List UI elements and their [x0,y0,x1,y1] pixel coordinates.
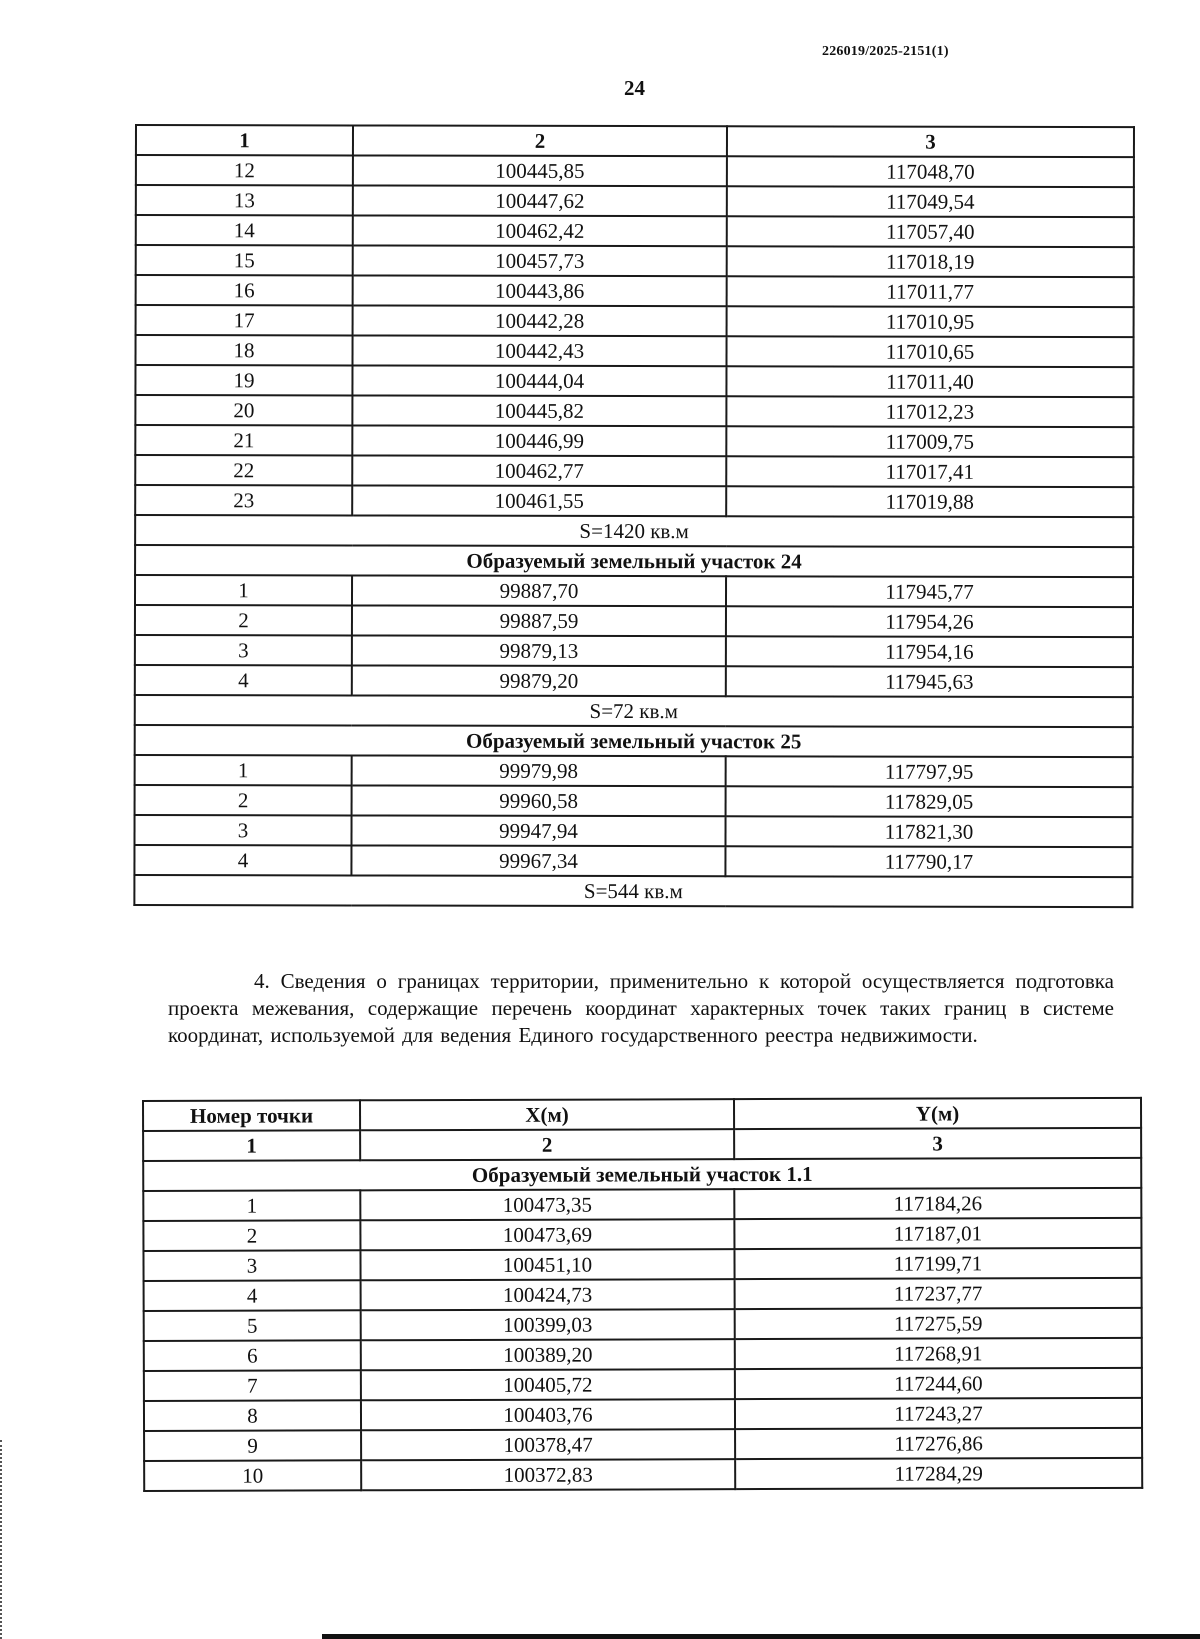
table-row [144,1278,1142,1311]
column-number-cell: 3 [734,1128,1141,1159]
point-number-cell: 4 [144,1280,361,1311]
point-number-cell: 15 [136,245,353,275]
y-coordinate-cell: 117275,59 [735,1308,1142,1339]
x-coordinate-cell: 100403,76 [361,1399,735,1430]
x-coordinate-cell: 99967,34 [351,845,725,876]
area-value: S=72 кв.м [135,695,1133,727]
y-coordinate-cell: 117199,71 [734,1248,1141,1279]
table-row [144,1368,1142,1401]
table-row [144,1338,1142,1371]
area-row [134,875,1132,907]
table-header-row [136,125,1134,157]
x-coordinate-cell: 100461,55 [352,485,726,516]
header-cell: Y(м) [734,1098,1141,1129]
x-coordinate-cell: 100405,72 [361,1369,735,1400]
y-coordinate-cell: 117017,41 [726,456,1133,487]
y-coordinate-cell: 117797,95 [726,756,1133,787]
point-number-cell: 7 [144,1370,361,1401]
table-row [144,1398,1142,1431]
y-coordinate-cell: 117019,88 [726,486,1133,517]
section-title-row [135,545,1133,577]
y-coordinate-cell: 117011,40 [726,366,1133,397]
point-number-cell: 4 [134,845,351,875]
y-coordinate-cell: 117244,60 [735,1368,1142,1399]
point-number-cell: 23 [135,485,352,515]
point-number-cell: 2 [135,785,352,815]
header-cell: 2 [353,125,727,156]
table-row [136,215,1134,247]
point-number-cell: 10 [144,1460,361,1491]
y-coordinate-cell: 117012,23 [726,396,1133,427]
x-coordinate-cell: 99947,94 [351,815,725,846]
section-title: Образуемый земельный участок 25 [135,725,1133,757]
area-row [135,695,1133,727]
column-number-cell: 2 [360,1129,734,1160]
y-coordinate-cell: 117276,86 [735,1428,1142,1459]
table-row [135,605,1133,637]
coordinates-table-2 [142,1097,1143,1492]
point-number-cell: 1 [135,575,352,605]
x-coordinate-cell: 100447,62 [353,185,727,216]
section-title-row [143,1158,1141,1191]
table-row [135,755,1133,787]
table-row [135,365,1133,397]
x-coordinate-cell: 100445,85 [353,155,727,186]
point-number-cell: 4 [135,665,352,695]
point-number-cell: 20 [135,395,352,425]
y-coordinate-cell: 117954,16 [726,636,1133,667]
table-row [136,185,1134,217]
point-number-cell: 5 [144,1310,361,1341]
point-number-cell: 2 [143,1220,360,1251]
y-coordinate-cell: 117184,26 [734,1188,1141,1219]
table-row [135,575,1133,607]
table-header-row [143,1098,1141,1131]
point-number-cell: 3 [135,635,352,665]
y-coordinate-cell: 117790,17 [725,846,1132,877]
point-number-cell: 2 [135,605,352,635]
scan-edge-mark [0,1440,5,1639]
table-row [135,395,1133,427]
point-number-cell: 18 [135,335,352,365]
y-coordinate-cell: 117237,77 [735,1278,1142,1309]
x-coordinate-cell: 100462,42 [353,215,727,246]
table-row [135,635,1133,667]
point-number-cell: 19 [135,365,352,395]
table-row [134,845,1132,877]
x-coordinate-cell: 100446,99 [352,425,726,456]
x-coordinate-cell: 100462,77 [352,455,726,486]
x-coordinate-cell: 99887,70 [352,575,726,606]
area-row [135,515,1133,547]
y-coordinate-cell: 117011,77 [727,276,1134,307]
point-number-cell: 1 [135,755,352,785]
x-coordinate-cell: 100442,28 [353,305,727,336]
x-coordinate-cell: 100443,86 [353,275,727,306]
y-coordinate-cell: 117018,19 [727,246,1134,277]
y-coordinate-cell: 117187,01 [734,1218,1141,1249]
x-coordinate-cell: 100457,73 [353,245,727,276]
section-title-row [135,725,1133,757]
x-coordinate-cell: 100444,04 [352,365,726,396]
table-row [135,485,1133,517]
document-code: 226019/2025-2151(1) [822,44,949,59]
table-row [135,785,1133,817]
header-cell: Номер точки [143,1100,360,1131]
x-coordinate-cell: 100442,43 [352,335,726,366]
point-number-cell: 16 [136,275,353,305]
table-row [144,1458,1142,1491]
header-cell: 3 [727,126,1134,157]
y-coordinate-cell: 117268,91 [735,1338,1142,1369]
area-value: S=544 кв.м [134,875,1132,907]
point-number-cell: 12 [136,155,353,185]
point-number-cell: 14 [136,215,353,245]
point-number-cell: 3 [134,815,351,845]
header-cell: X(м) [360,1099,734,1130]
table-row [135,425,1133,457]
table-row [136,245,1134,277]
point-number-cell: 17 [136,305,353,335]
x-coordinate-cell: 99887,59 [352,605,726,636]
section-title: Образуемый земельный участок 24 [135,545,1133,577]
column-number-row [143,1128,1141,1161]
y-coordinate-cell: 117829,05 [726,786,1133,817]
table-row [135,335,1133,367]
area-value: S=1420 кв.м [135,515,1133,547]
table-row [143,1248,1141,1281]
table-row [135,455,1133,487]
x-coordinate-cell: 100378,47 [361,1429,735,1460]
x-coordinate-cell: 99979,98 [352,755,726,786]
x-coordinate-cell: 100451,10 [360,1249,734,1280]
point-number-cell: 8 [144,1400,361,1431]
x-coordinate-cell: 100445,82 [352,395,726,426]
point-number-cell: 22 [135,455,352,485]
table-row [136,155,1134,187]
coordinates-table-1 [133,124,1135,908]
y-coordinate-cell: 117009,75 [726,426,1133,457]
table-row [144,1428,1142,1461]
table-row [143,1218,1141,1251]
x-coordinate-cell: 100372,83 [361,1459,735,1490]
table-row [136,275,1134,307]
table-row [135,665,1133,697]
x-coordinate-cell: 99879,20 [352,665,726,696]
y-coordinate-cell: 117284,29 [735,1458,1142,1489]
point-number-cell: 21 [135,425,352,455]
x-coordinate-cell: 100424,73 [361,1279,735,1310]
column-number-cell: 1 [143,1130,360,1161]
section-title: Образуемый земельный участок 1.1 [143,1158,1141,1191]
section-4-paragraph: 4. Сведения о границах территории, применительно к которой осуществляется подготовка проекта межевания, содержащие перечень координат характерных точек таких границ в системе координат, используемой для ведения Единого государственного реестра недвижимости. [168,969,1114,1047]
page-number: 24 [624,76,645,100]
point-number-cell: 9 [144,1430,361,1461]
y-coordinate-cell: 117010,95 [727,306,1134,337]
point-number-cell: 6 [144,1340,361,1371]
point-number-cell: 3 [143,1250,360,1281]
y-coordinate-cell: 117048,70 [727,156,1134,187]
point-number-cell: 1 [143,1190,360,1221]
y-coordinate-cell: 117945,63 [726,666,1133,697]
x-coordinate-cell: 100389,20 [361,1339,735,1370]
x-coordinate-cell: 99879,13 [352,635,726,666]
x-coordinate-cell: 100473,35 [360,1189,734,1220]
y-coordinate-cell: 117243,27 [735,1398,1142,1429]
table-row [134,815,1132,847]
table-row [143,1188,1141,1221]
scan-bottom-edge [322,1634,1200,1639]
y-coordinate-cell: 117057,40 [727,216,1134,247]
x-coordinate-cell: 100399,03 [361,1309,735,1340]
y-coordinate-cell: 117945,77 [726,576,1133,607]
y-coordinate-cell: 117954,26 [726,606,1133,637]
y-coordinate-cell: 117049,54 [727,186,1134,217]
table-row [144,1308,1142,1341]
x-coordinate-cell: 99960,58 [352,785,726,816]
y-coordinate-cell: 117010,65 [726,336,1133,367]
table-row [136,305,1134,337]
point-number-cell: 13 [136,185,353,215]
x-coordinate-cell: 100473,69 [360,1219,734,1250]
y-coordinate-cell: 117821,30 [725,816,1132,847]
header-cell: 1 [136,125,353,155]
